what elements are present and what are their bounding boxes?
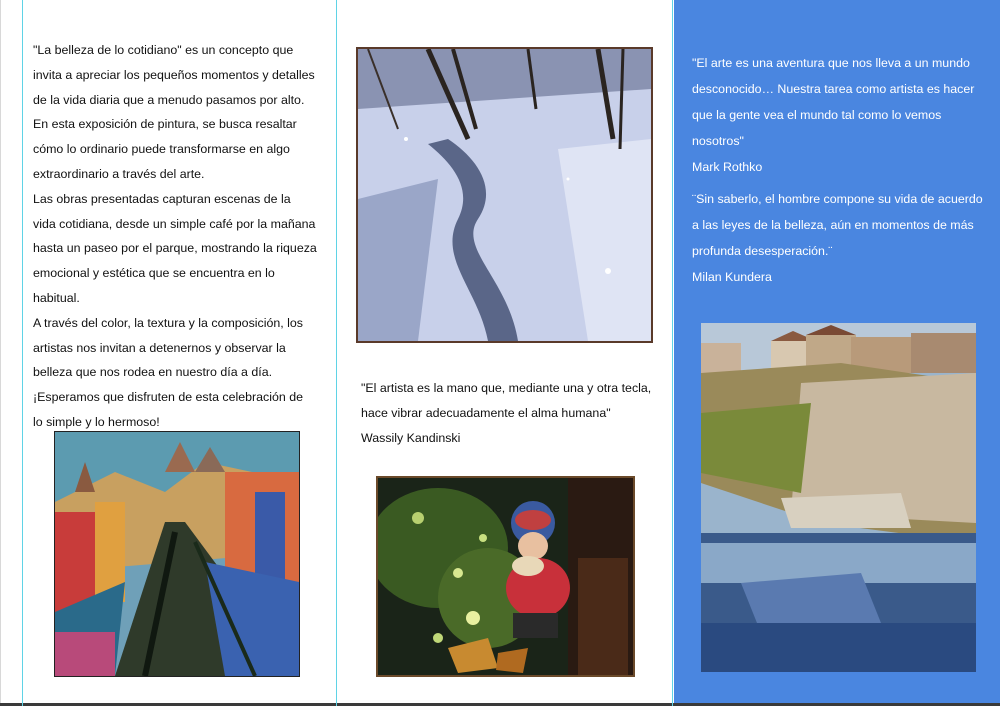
intro-line: de la vida diaria que a menudo pasamos por alto. — [33, 92, 305, 107]
quote-line: hace vibrar adecuadamente el alma humana" — [361, 405, 611, 420]
quote-author: Milan Kundera — [692, 270, 772, 284]
kundera-quote — [692, 186, 992, 290]
quote-line: a las leyes de la belleza, aún en momentos de más — [692, 218, 974, 232]
quote-line: "El arte es una aventura que nos lleva a un mundo — [692, 56, 970, 70]
intro-line: lo simple y lo hermoso! — [33, 414, 160, 429]
intro-line: cómo lo ordinario puede transformarse en algo — [33, 142, 290, 157]
intro-line: invita a apreciar los pequeños momentos y detalles — [33, 67, 315, 82]
intro-line: hasta un paseo por el parque, mostrando la riqueza — [33, 241, 317, 256]
page-edge-left — [0, 0, 1, 706]
column-guide-right — [672, 0, 673, 706]
quote-line: desconocido… Nuestra tarea como artista es hacer — [692, 82, 975, 96]
column-guide-middle — [336, 0, 337, 706]
kandinsky-quote — [361, 376, 661, 450]
intro-line: ¡Esperamos que disfruten de esta celebración de — [33, 390, 303, 405]
quote-author: Mark Rothko — [692, 160, 763, 174]
painting-child-autumn — [376, 476, 635, 677]
painting-street-scene — [54, 431, 300, 677]
intro-line: extraordinario a través del arte. — [33, 166, 205, 181]
rothko-quote — [692, 50, 992, 180]
quote-line: profunda desesperación.¨ — [692, 244, 833, 258]
quote-line: ¨Sin saberlo, el hombre compone su vida de acuerdo — [692, 192, 983, 206]
quote-line: que la gente vea el mundo tal como lo vemos — [692, 108, 942, 122]
painting-village-river — [701, 323, 976, 672]
column-guide-left — [22, 0, 23, 706]
intro-line: vida cotidiana, desde un simple café por la mañana — [33, 216, 316, 231]
intro-line: emocional y estética que se encuentra en lo habitual. — [33, 266, 275, 305]
intro-line: belleza que nos rodea en nuestro día a día. — [33, 365, 273, 380]
right-quotes — [692, 50, 992, 290]
intro-line: En esta exposición de pintura, se busca resaltar — [33, 117, 297, 132]
painting-snow-landscape — [356, 47, 653, 343]
intro-line: A través del color, la textura y la composición, los — [33, 315, 303, 330]
intro-line: "La belleza de lo cotidiano" es un concepto que — [33, 43, 294, 57]
intro-line: Las obras presentadas capturan escenas de la — [33, 191, 291, 206]
quote-line: "El artista es la mano que, mediante una y otra tecla, — [361, 381, 652, 395]
quote-line: nosotros" — [692, 134, 744, 148]
quote-author: Wassily Kandinski — [361, 430, 461, 445]
intro-text — [33, 38, 325, 435]
intro-line: artistas nos invitan a detenernos y observar la — [33, 340, 286, 355]
